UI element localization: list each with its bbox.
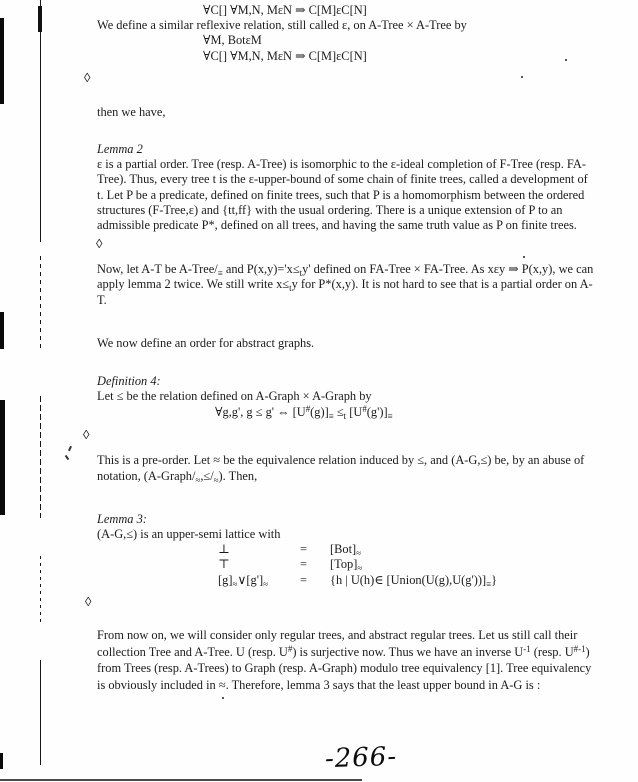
- scan-edge-streak: [0, 18, 4, 104]
- equation-equals: =: [300, 557, 307, 572]
- scan-speck: [68, 446, 72, 451]
- text-column: [83, 0, 597, 694]
- scan-speck: [222, 697, 224, 699]
- equation-rhs: $[Bot]_\approx$: [330, 542, 362, 559]
- scan-vertical-line: [40, 556, 41, 626]
- end-of-proof-diamond: ◊: [96, 236, 103, 252]
- definition-4-intro: Let ≤ be the relation defined on A-Graph × A-Graph by: [97, 389, 372, 404]
- paragraph-regular-trees: From now on, we will consider only regular trees, and abstract regular trees. Let us still call their collection Tree and A-Tree. U (resp. U#) is surjective now. Thus we have an inverse $U^{-1}$ (resp. $U^{\#-1}$) from Trees (resp. A-Trees) to Graph (resp. A-Graph) modulo tree equivalency [1]. Tree equivalency is obviously included in ≈. Therefore, lemma 3 says that the least upper bound in A-G is :: [97, 628, 592, 693]
- lemma-3-heading: Lemma 3:: [97, 511, 147, 526]
- definition-4-heading: Definition 4:: [97, 374, 161, 389]
- scan-vertical-line: [40, 0, 41, 242]
- lemma-3-equation-row: [97, 542, 597, 557]
- lemma-3-equation-row: [97, 573, 597, 588]
- equation-equals: =: [300, 572, 307, 587]
- scan-vertical-line: [40, 256, 41, 352]
- formula-epsilon-context-2: ∀C[] ∀M,N, MεN ⇒ C[M]εC[N]: [203, 48, 367, 63]
- scan-edge-streak: [0, 312, 4, 349]
- scan-vertical-line: [40, 396, 41, 518]
- lemma-3-intro: (A-G,≤) is an upper-semi lattice with: [97, 526, 281, 541]
- equation-lhs: $[g]_\approx\vee[g']_\approx$: [218, 572, 268, 589]
- end-of-proof-diamond: ◊: [83, 427, 90, 443]
- lemma-2-heading: Lemma 2: [97, 142, 143, 157]
- scan-speck: [65, 455, 70, 460]
- formula-bot-epsilon: ∀M, BotεM: [203, 33, 262, 48]
- lemma-2-body: ε is a partial order. Tree (resp. A-Tree) is isomorphic to the ε-ideal completion of F-Tree (resp. FA-Tree). Thus, every tree t is the ε-upper-bound of some chain of finite trees, called a development of t. Let P be a predicate, defined on finite trees, such that P is a homomorphism between the ordered structures (F-Tree,ε) and {tt,ff} with the usual ordering. There is a unique extension of P to an admissible predicate P*, defined on all trees, and having the same truth value as P on finite trees.: [97, 157, 588, 233]
- scan-vertical-line: [40, 660, 41, 765]
- scan-blot: [38, 6, 42, 32]
- scan-edge-streak: [0, 400, 5, 515]
- paragraph-then-we-have: then we have,: [97, 104, 166, 119]
- paragraph-partial-order: Now, let A-T be $A-Tree/_\equiv$ and $P(x,y)='x\le_ty'$ defined on FA-Tree × FA-Tree. As xεy ⇒ P(x,y), we can apply lemma 2 twice. We still write $x\le_ty$ for P*(x,y). It is not hard to see that is a partial order on A-T.: [97, 262, 594, 307]
- end-of-proof-diamond: ◊: [84, 69, 91, 85]
- lemma-3-equation-row: [97, 557, 597, 572]
- equation-lhs: ⊤: [218, 557, 230, 572]
- paragraph-define-relation: We define a similar reflexive relation, still called ε, on A-Tree × A-Tree by: [97, 18, 467, 33]
- equation-rhs: {h | U(h)∈ $[Union(U(g),U(g'))]_\equiv$}: [330, 572, 498, 589]
- handwritten-page-number: -266-: [324, 741, 398, 775]
- end-of-proof-diamond: ◊: [85, 594, 92, 610]
- scan-bottom-edge: [0, 779, 362, 781]
- paragraph-order-abstract-graphs: We now define an order for abstract graphs.: [97, 335, 315, 350]
- definition-4-formula: ∀g,g', g ≤ g' ⇔ $[U^{\#}(g)]_\equiv \le_t$ $[U^{\#}(g')]_\equiv$: [215, 404, 393, 422]
- formula-epsilon-context-1: ∀C[] ∀M,N, MεN ⇒ C[M]εC[N]: [203, 3, 367, 17]
- equation-equals: =: [300, 542, 307, 557]
- equation-rhs: $[Top]_\approx$: [330, 557, 363, 574]
- scan-edge-streak: [0, 753, 3, 769]
- paragraph-preorder: This is a pre-order. Let ≈ be the equivalence relation induced by ≤, and (A-G,≤) be, by an abuse of notation, $(A-Graph/_\approx,\le/_\approx)$. Then,: [97, 453, 585, 486]
- equation-lhs: ⊥: [218, 542, 230, 557]
